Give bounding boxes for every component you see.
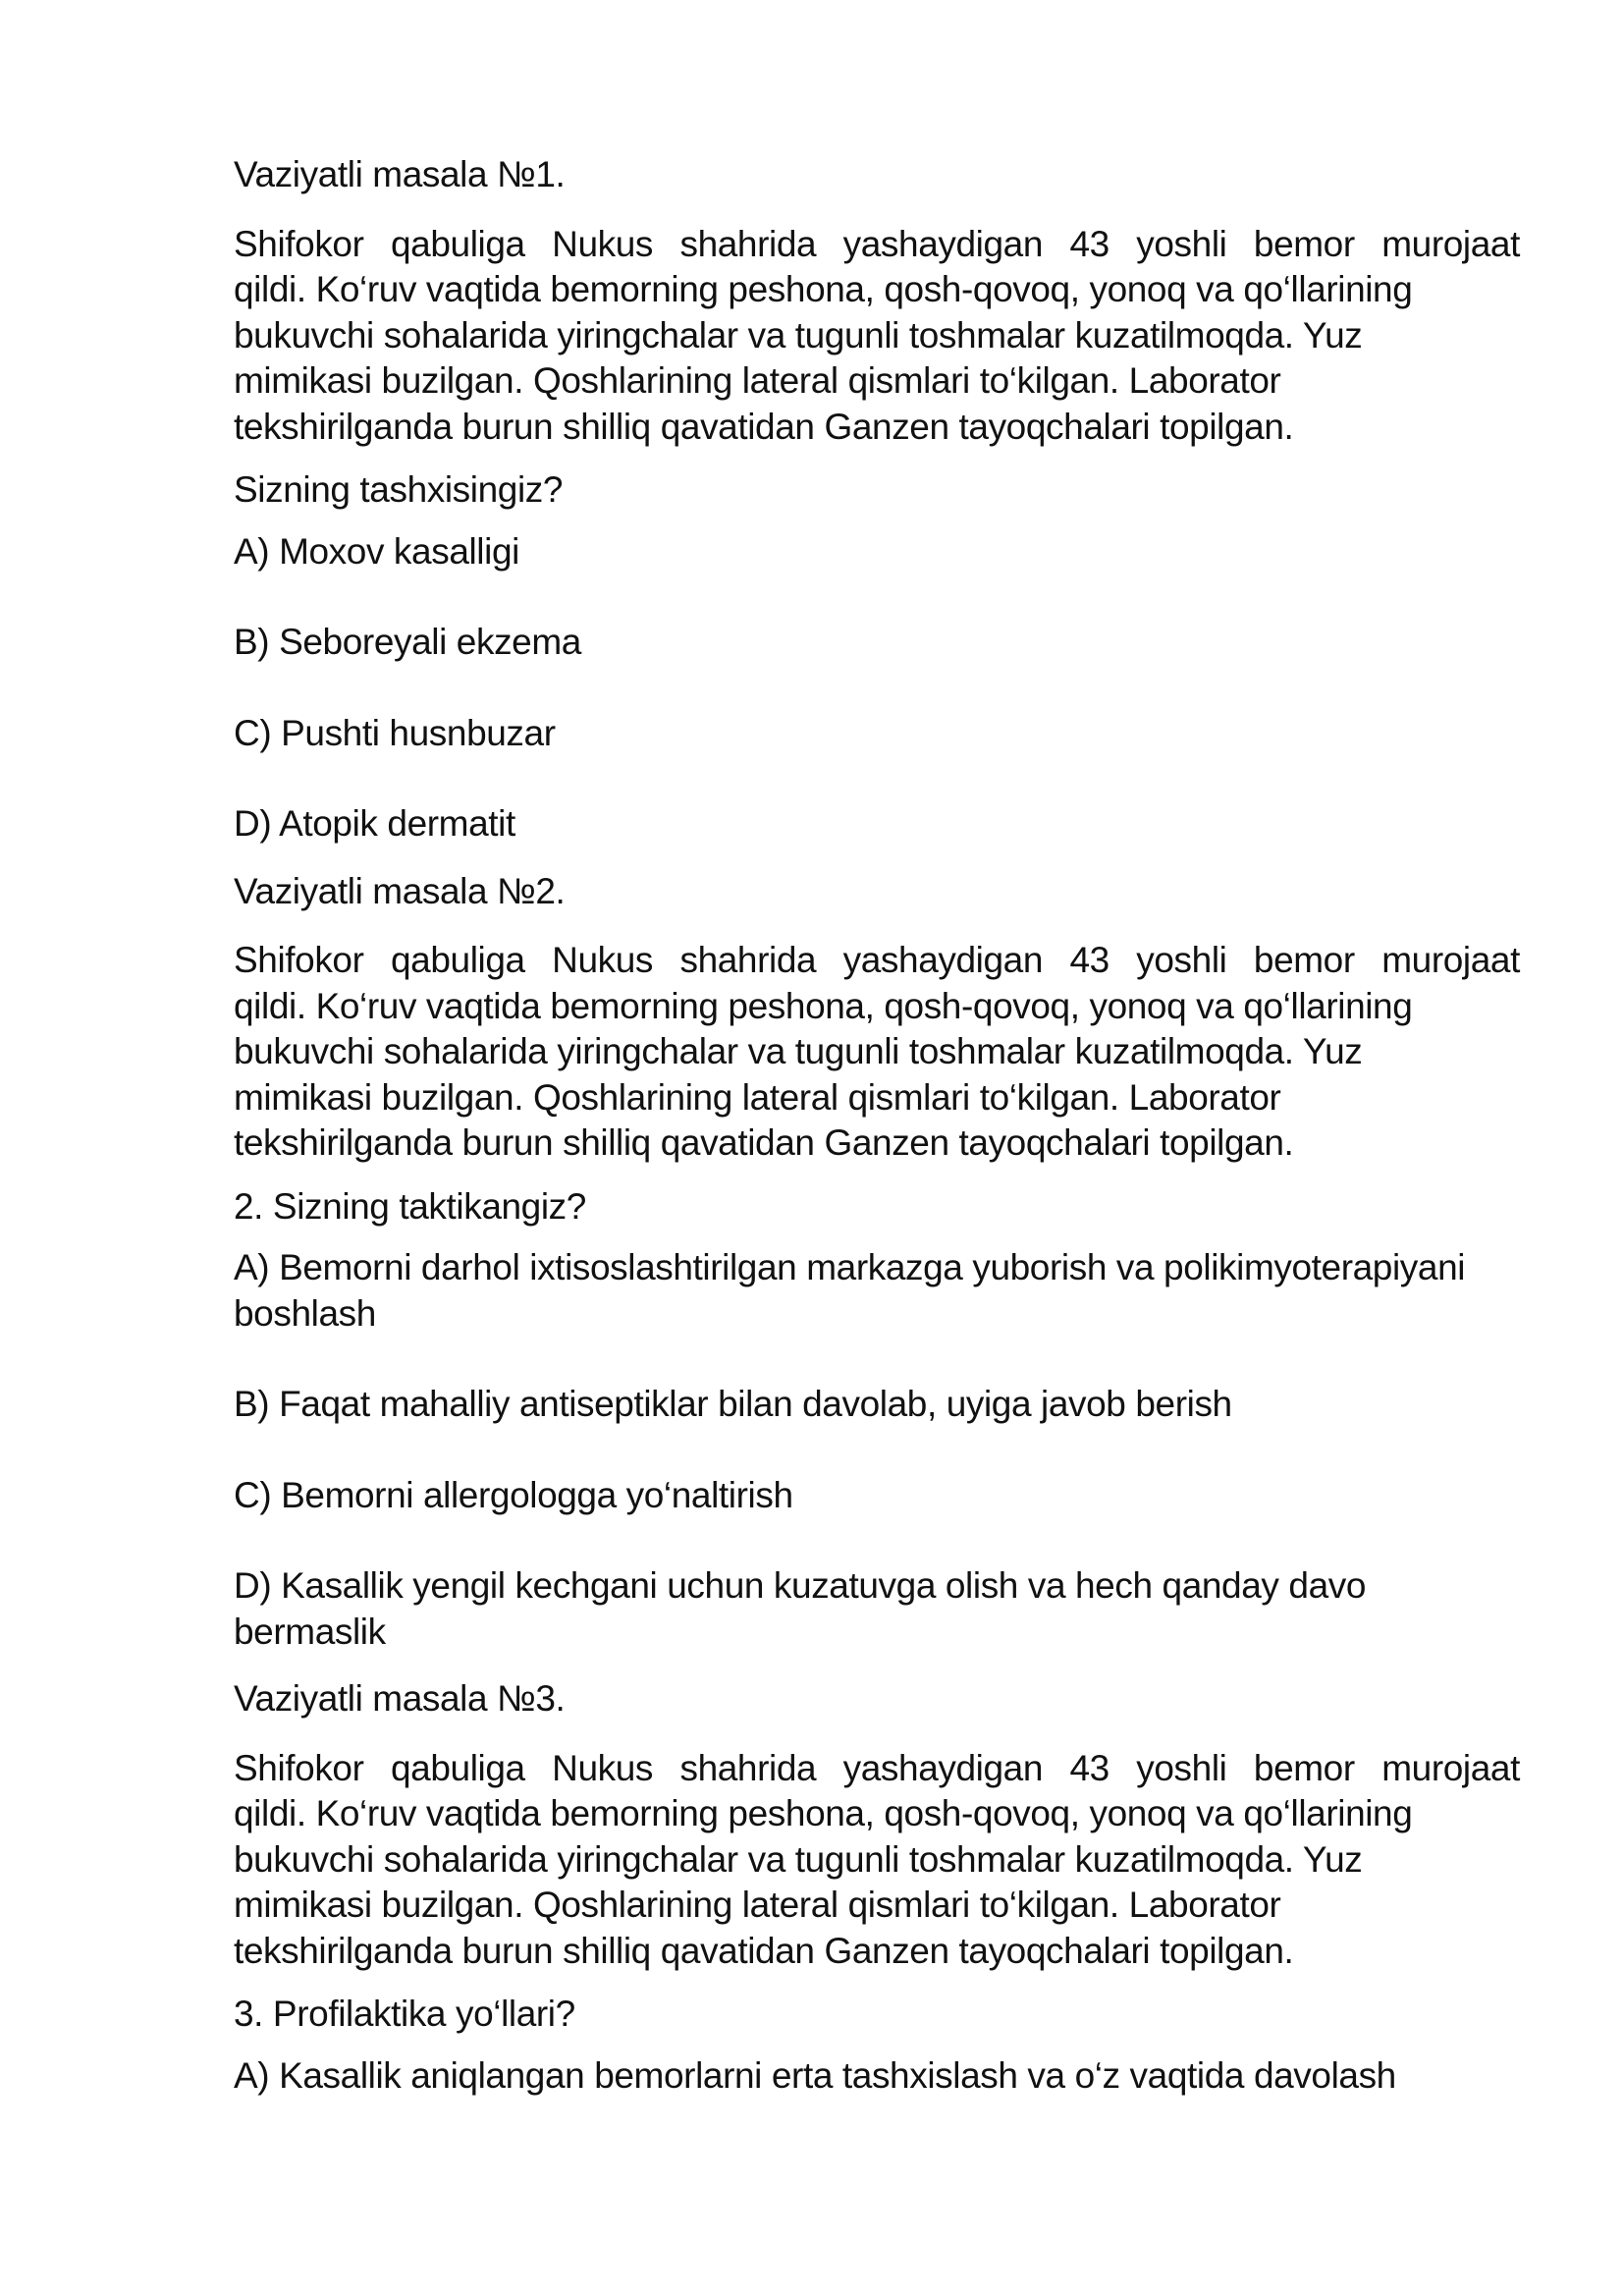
case-2 — [234, 869, 1520, 1656]
case-3-line-3: bukuvchi sohalarida yiringchalar va tugunli toshmalar kuzatilmoqda. Yuz — [234, 1838, 1363, 1880]
case-1-line-4: mimikasi buzilgan. Qoshlarining lateral qismlari to‘kilgan. Laborator — [234, 360, 1281, 401]
case-2-option-b-line-1: B) Faqat mahalliy antiseptiklar bilan davolab, uyiga javob berish — [234, 1384, 1232, 1424]
case-2-option-a-line-2: boshlash — [234, 1292, 376, 1334]
case-3-line-5: tekshirilganda burun shilliq qavatidan Ganzen tayoqchalari topilgan. — [234, 1930, 1294, 1971]
case-1-heading: Vaziyatli masala №1. — [234, 154, 566, 194]
case-2-option-c — [234, 1473, 1520, 1519]
document-page — [234, 152, 1520, 2144]
case-3-description — [234, 1746, 1520, 1975]
case-1-line-5: tekshirilganda burun shilliq qavatidan Ganzen tayoqchalari topilgan. — [234, 406, 1294, 447]
case-3-heading: Vaziyatli masala №3. — [234, 1678, 566, 1719]
case-1 — [234, 152, 1520, 847]
case-2-option-b — [234, 1382, 1520, 1428]
case-1-option-a: A) Moxov kasalligi — [234, 530, 519, 572]
case-1-line-3: bukuvchi sohalarida yiringchalar va tugunli toshmalar kuzatilmoqda. Yuz — [234, 314, 1363, 355]
case-1-description — [234, 222, 1520, 451]
case-2-heading: Vaziyatli masala №2. — [234, 870, 566, 911]
case-3-line-2: qildi. Ko‘ruv vaqtida bemorning peshona, qosh-qovoq, yonoq va qo‘llarining — [234, 1793, 1413, 1833]
case-3 — [234, 1676, 1520, 2099]
case-2-option-a — [234, 1245, 1520, 1337]
case-2-option-a-line-1: A) Bemorni darhol ixtisoslashtirilgan markazga yuborish va polikimyoterapiyani — [234, 1247, 1466, 1287]
case-2-option-c-line-1: C) Bemorni allergologga yo‘naltirish — [234, 1474, 793, 1515]
case-3-line-4: mimikasi buzilgan. Qoshlarining lateral qismlari to‘kilgan. Laborator — [234, 1885, 1281, 1925]
case-2-line-2: qildi. Ko‘ruv vaqtida bemorning peshona, qosh-qovoq, yonoq va qo‘llarining — [234, 985, 1413, 1026]
case-2-line-3: bukuvchi sohalarida yiringchalar va tugunli toshmalar kuzatilmoqda. Yuz — [234, 1031, 1363, 1071]
case-2-option-d — [234, 1563, 1520, 1655]
case-2-description — [234, 938, 1520, 1167]
case-2-option-d-line-1: D) Kasallik yengil kechgani uchun kuzatuvga olish va hech qanday davo — [234, 1565, 1367, 1606]
case-2-question: 2. Sizning taktikangiz? — [234, 1185, 586, 1227]
case-1-question: Sizning tashxisingiz? — [234, 469, 564, 510]
case-1-line-2: qildi. Ko‘ruv vaqtida bemorning peshona, qosh-qovoq, yonoq va qo‘llarining — [234, 269, 1413, 309]
case-3-option-a: A) Kasallik aniqlangan bemorlarni erta tashxislash va o‘z vaqtida davolash — [234, 2054, 1396, 2096]
case-1-line-1: Shifokor qabuliga Nukus shahrida yashaydigan 43 yoshli bemor murojaat — [234, 223, 1520, 264]
case-2-line-5: tekshirilganda burun shilliq qavatidan Ganzen tayoqchalari topilgan. — [234, 1122, 1294, 1163]
case-2-line-1: Shifokor qabuliga Nukus shahrida yashaydigan 43 yoshli bemor murojaat — [234, 940, 1520, 980]
case-3-question: 3. Profilaktika yo‘llari? — [234, 1994, 575, 2034]
case-2-line-4: mimikasi buzilgan. Qoshlarining lateral qismlari to‘kilgan. Laborator — [234, 1076, 1281, 1118]
case-1-option-c: C) Pushti husnbuzar — [234, 712, 556, 753]
case-2-option-d-line-2: bermaslik — [234, 1611, 386, 1652]
case-3-line-1: Shifokor qabuliga Nukus shahrida yashaydigan 43 yoshli bemor murojaat — [234, 1747, 1520, 1788]
case-1-option-b: B) Seboreyali ekzema — [234, 622, 581, 662]
case-1-option-d: D) Atopik dermatit — [234, 803, 515, 844]
